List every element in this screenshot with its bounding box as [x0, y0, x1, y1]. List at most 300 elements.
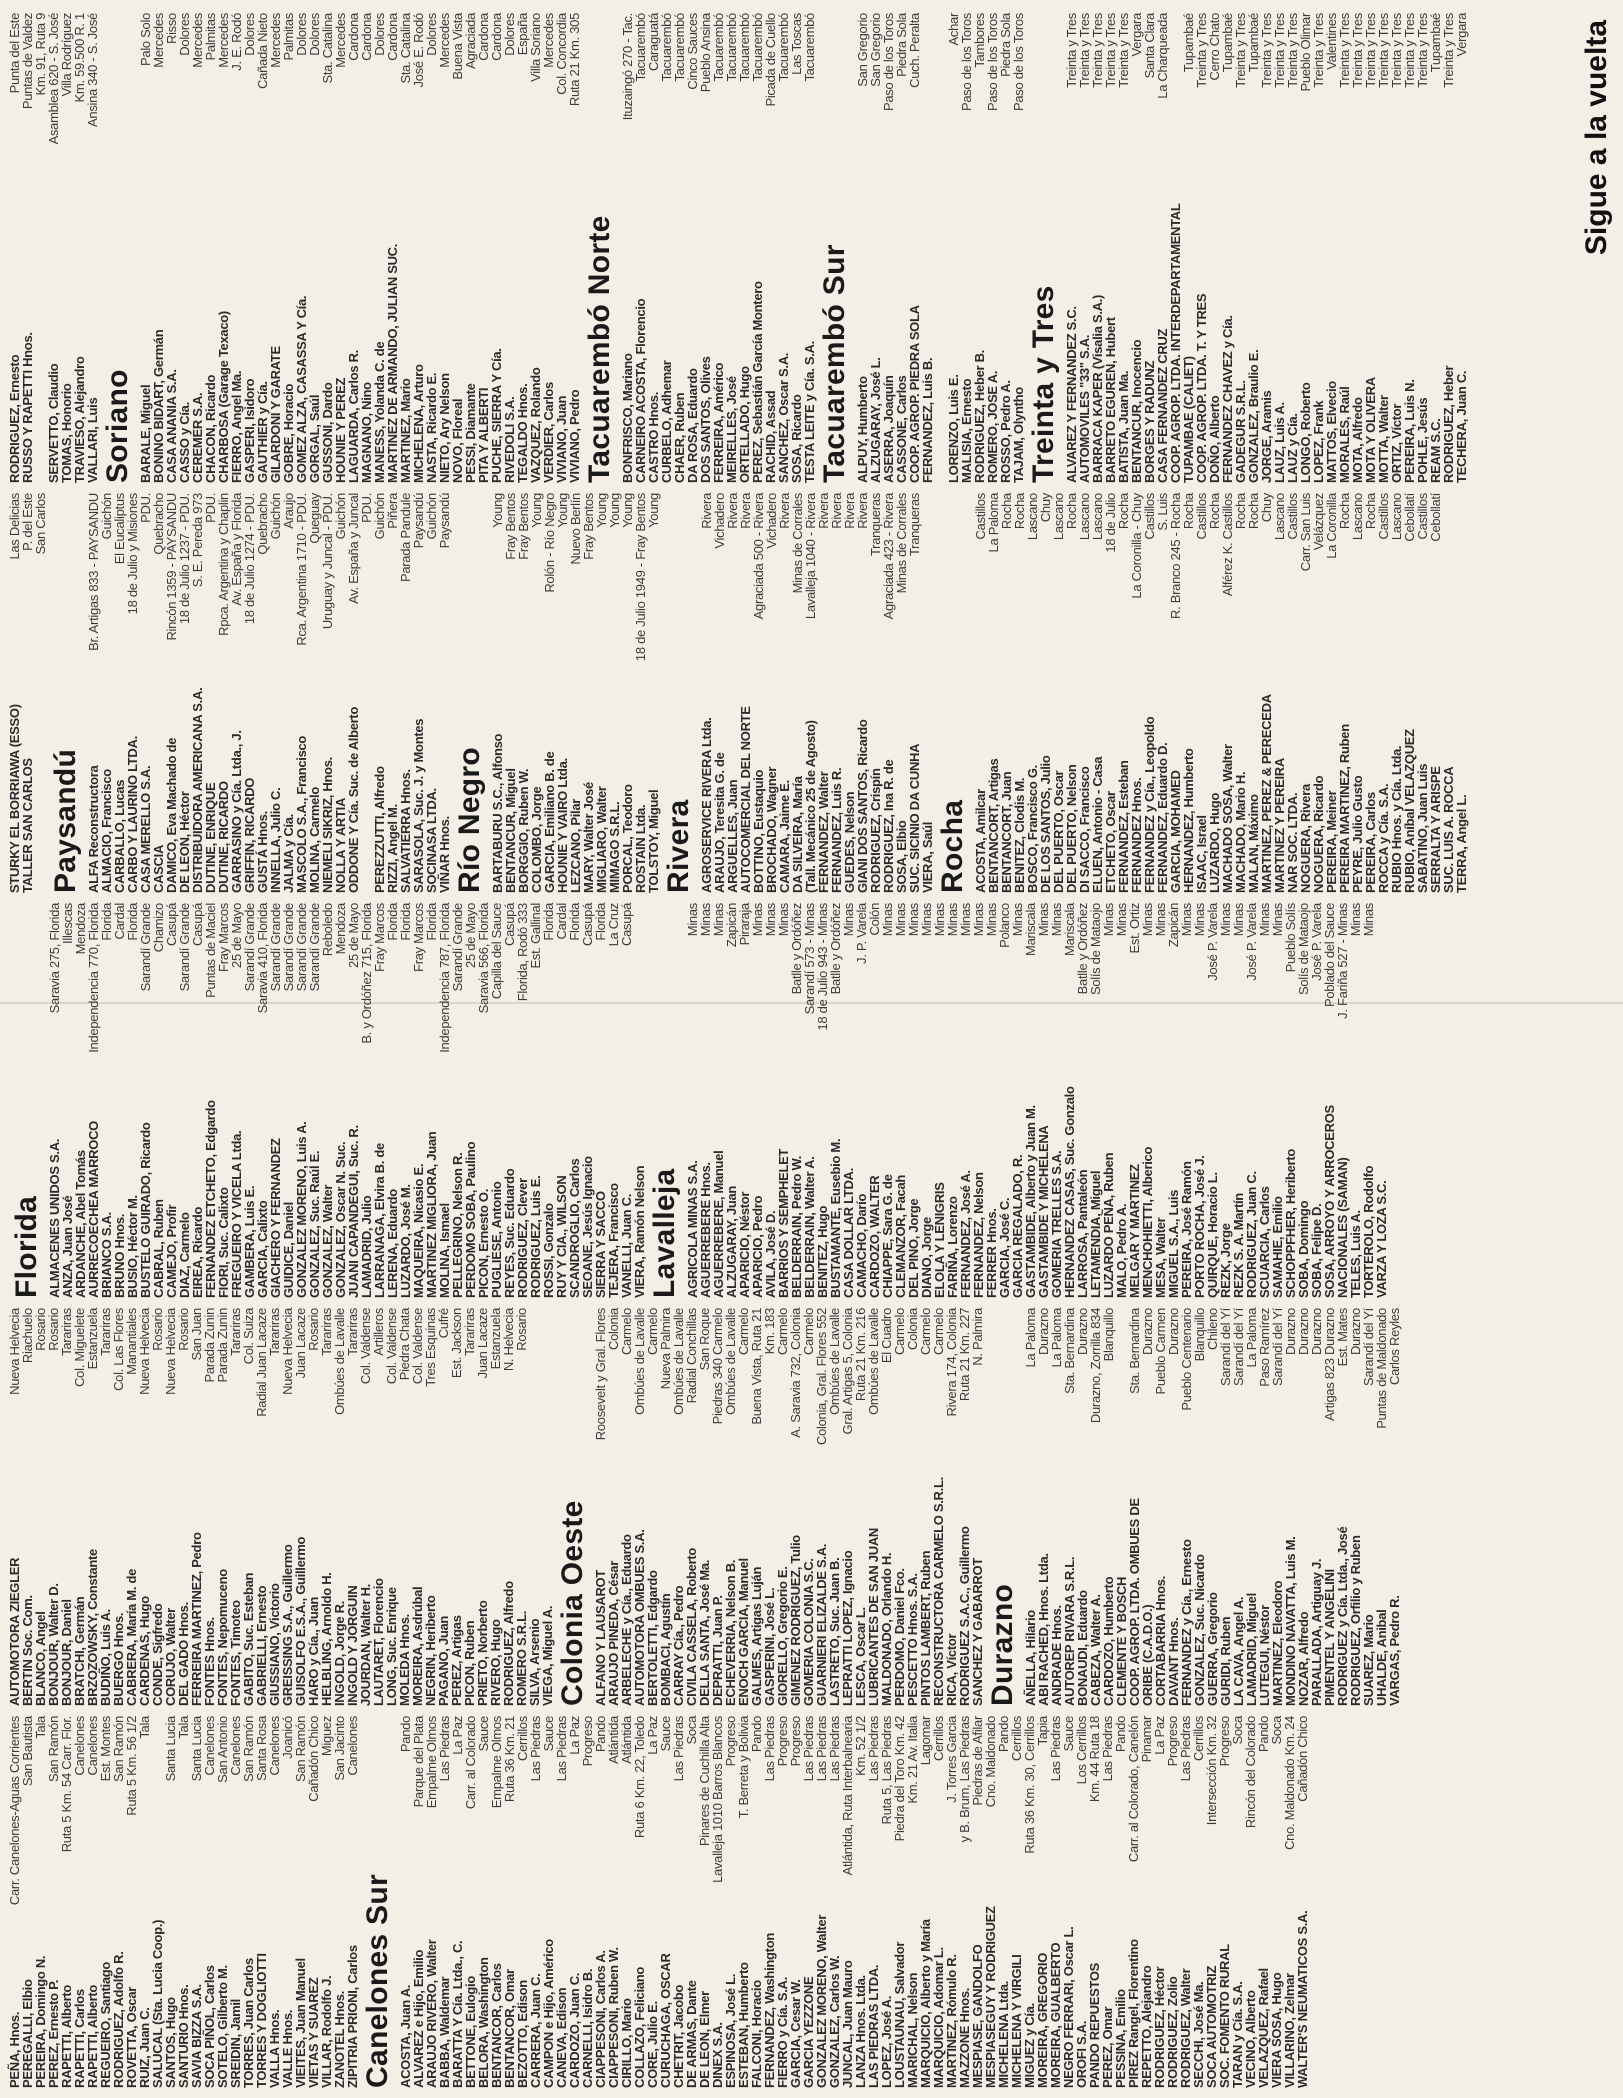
business-name: LEPRATTI LOPEZ, Ignacio	[840, 1550, 855, 1706]
business-location: Fray Bentos	[581, 493, 596, 560]
business-location: Sarandí del Yí	[1361, 1308, 1376, 1386]
business-location: Progreso	[580, 1716, 595, 1767]
business-name: MOLINA, Ismael	[437, 1203, 452, 1298]
business-name: VECINO, Alberto	[1243, 1990, 1258, 2088]
business-location: Mendoza	[73, 903, 88, 955]
business-name: SANTURIO Hnos.	[176, 1984, 191, 2088]
business-location: Solís de Mataojo	[1088, 903, 1103, 996]
business-location: Durazno	[1036, 1308, 1051, 1356]
business-location: Km. 44 Ruta 18	[1087, 1716, 1102, 1803]
business-name: PESSI, Diamante	[463, 383, 478, 483]
business-name: RACHID, Assad	[763, 390, 778, 483]
business-name: GONZALEZ MORENO, Luis A.	[294, 1121, 309, 1298]
business-location: Agraciada	[463, 13, 478, 69]
business-name: PIMENTEL Y ANGELINI	[1322, 1569, 1337, 1706]
business-name: CLEMENTE Y BOSCH	[1114, 1576, 1129, 1706]
business-location: Piñera	[385, 493, 400, 529]
business-name: CAMACHO, Darío	[854, 1193, 869, 1298]
business-location: N. Helvecia	[501, 1308, 516, 1372]
business-name: DISTRIBUIDORA AMERICANA S.A.	[190, 687, 205, 893]
business-location: Villa Soriano	[528, 13, 543, 82]
business-name: RUY Y CIA., WILSON	[554, 1175, 569, 1298]
business-location: Progreso	[723, 1716, 738, 1767]
business-location: Valentines	[1324, 13, 1339, 70]
business-name: REZK, Jorge	[1218, 1223, 1233, 1298]
business-name: PEREIRA, José Ramón	[1179, 1161, 1194, 1298]
business-location: Carr. al Colorado, Canelón	[1126, 1716, 1141, 1863]
business-name: BUSIO, Héctor M.	[125, 1195, 140, 1298]
business-name: MALAN, Máximo	[1246, 794, 1261, 893]
business-location: Tarariras	[462, 1308, 477, 1356]
business-name: AGRICOLA MINAS S.A.	[685, 1160, 700, 1298]
business-location: Nueva Palmira	[658, 1308, 673, 1390]
business-location: Juan Lacaze	[475, 1308, 490, 1379]
business-name: NACIONALES (SAMAN)	[1335, 1157, 1350, 1298]
business-name: MIGUEZ y Cía.	[1022, 2003, 1037, 2088]
business-location: Artilleros	[371, 1308, 386, 1356]
business-location: La Paz	[450, 1716, 465, 1755]
business-name: MIMAGO S.R.L.	[607, 801, 622, 893]
business-name: RODRIGUEZ y Cía. Ltda., José	[1335, 1526, 1350, 1706]
business-location: 25 de Mayo	[229, 903, 244, 968]
business-location: La Paloma	[986, 493, 1001, 553]
business-name: COOP. AGROP. LTDA. INTERDEPARTAMENTAL	[1168, 203, 1183, 483]
business-location: Minas	[1010, 903, 1025, 937]
business-location: Treinta y Tres	[1337, 13, 1352, 88]
business-location: Dolores	[307, 13, 322, 56]
business-name: MEIRELLES, José	[724, 376, 739, 483]
business-location: Rocha	[1246, 493, 1261, 530]
business-location: Col. Las Flores	[111, 1308, 126, 1391]
business-name: HOUNIE Y PEREZ	[333, 377, 348, 483]
business-name: FERNANDEZ, Eduardo D.	[1155, 742, 1170, 893]
business-name: GUEDES, Nelson	[842, 791, 857, 893]
business-name: GONZALEZ, Braulio E.	[1246, 349, 1261, 483]
business-location: Sarandí 573 - Minas	[802, 903, 817, 1015]
business-location: Col. Valdense	[410, 1308, 425, 1385]
business-location: Parada Pandule	[398, 493, 413, 583]
business-name: FERNANDEZ Hnos.	[1129, 777, 1144, 893]
business-location: Pando	[749, 1716, 764, 1753]
business-name: VALLARI, Luis	[85, 397, 100, 483]
business-name: GURIDI, Ruben	[1218, 1616, 1233, 1706]
business-location: San Bautista	[20, 1716, 35, 1787]
business-location: Young	[646, 493, 661, 528]
business-name: BENTANCOR, Carlos	[489, 1963, 504, 2088]
business-location: Rocha	[1337, 493, 1352, 530]
business-name: ROCCA y Cía. S.A.	[1376, 783, 1391, 893]
business-location: Rolón - Río Negro	[542, 493, 557, 593]
business-name: COOP. AGROP. LTDA. OMBUES DE	[1127, 1498, 1142, 1706]
business-name: GUIDICE, Daniel	[281, 1202, 296, 1298]
business-location: Casupá	[164, 903, 179, 947]
business-name: PICON, Ruben	[462, 1620, 477, 1706]
business-location: Las Piedras	[1178, 1716, 1193, 1782]
business-location: S. E. Pereda 973	[190, 493, 205, 588]
business-name: FALCONI, Horacio	[749, 1980, 764, 2088]
business-location: Piedra Chata	[397, 1308, 412, 1381]
business-location: José E. Rodó	[411, 13, 426, 88]
business-name: HOUNIE Y VAIRO Ltda.	[555, 758, 570, 893]
business-name: LONGO, Roberto	[1298, 382, 1313, 483]
business-location: 18 de Julio 1237 - PDU.	[177, 493, 192, 625]
business-location: Fray Marcos	[411, 903, 426, 972]
business-name: PIREZ Rangel, Florentino	[1126, 1939, 1141, 2088]
business-location: Las Piedras	[1100, 1716, 1115, 1782]
business-name: MATTOS, Elvecio	[1324, 381, 1339, 483]
business-name: MARTINEZ, Eleodoro	[1270, 1580, 1285, 1706]
business-name: MARTINEZ, Rómulo R.	[944, 1954, 959, 2088]
business-location: Treinta y Tres	[1233, 13, 1248, 88]
business-name: JUNCAL, Juan Mauro	[840, 1960, 855, 2088]
business-location: Guichón	[99, 493, 114, 540]
business-location: Ombúes de Lavalle	[827, 1308, 842, 1415]
listing-row	[568, 13, 581, 483]
business-name: FERNANDEZ, Esteban	[1116, 760, 1131, 893]
business-name: SECCHI, José Ma.	[1191, 1981, 1206, 2088]
business-location: B. y Ordóñez 715, Florida	[359, 903, 374, 1044]
business-name: MARTINEZ Y PEREIRA	[1272, 758, 1287, 893]
business-location	[921, 493, 934, 499]
business-location: Achar	[946, 13, 961, 46]
business-name: CHAER, Ruben	[672, 392, 687, 483]
business-name: SUC. LUIS A. ROCCA	[1441, 766, 1456, 893]
business-name: HELBLING, Arnoldo H.	[319, 1572, 334, 1706]
business-name: SCHOPPFHER, Heriberto	[1283, 1148, 1298, 1298]
business-name: ELUEN, Antonio - Casa	[1090, 756, 1105, 893]
business-name: DEL GADO Hnos.	[176, 1602, 191, 1706]
business-location: Treinta y Tres	[1402, 13, 1417, 88]
business-name: RODRIGUEZ, Orfilio y Ruben	[1348, 1535, 1363, 1706]
business-location: Carr. San Luis	[1298, 493, 1313, 572]
business-name: MARQUICIO, Adomar L.	[931, 1947, 946, 2088]
business-location: Las Piedras	[1048, 1716, 1063, 1782]
business-name: ALFA Reconstructora	[86, 765, 101, 893]
business-location: Cardona	[346, 13, 361, 61]
business-location: Santa Clara	[1142, 13, 1157, 79]
business-name: VIVIANO, Pedro	[567, 389, 582, 483]
business-name: GOBRE, Horacio	[281, 383, 296, 483]
business-name: DA ROSA, Eduardo	[685, 368, 700, 483]
business-location: Saravia 275, Florida	[47, 903, 62, 1014]
business-name: BONJOUR, Daniel	[59, 1599, 74, 1706]
business-location: Tupambaé	[1428, 13, 1443, 73]
business-location: Independencia 787, Florida	[437, 903, 452, 1053]
business-name: LESCA, Oscar L.	[853, 1607, 868, 1706]
business-location: Durazno	[1348, 1308, 1363, 1356]
business-location: Km. 52 1/2	[853, 1716, 868, 1776]
section-heading: Paysandú	[49, 748, 82, 893]
business-name: RODRIGUEZ, Héctor	[1152, 1966, 1167, 2088]
business-name: VILLAR, Rodolfo J.	[319, 1975, 334, 2088]
business-location: Paysandú	[437, 493, 452, 549]
business-name: LAUTARET, Florencio	[371, 1578, 386, 1706]
business-location: Ruta 5 Km. 54 Carr. Flor.	[59, 1716, 74, 1853]
business-location: Sarandí Grande	[294, 903, 309, 992]
business-name: RICA, Víctor	[944, 1633, 959, 1706]
business-location: Alférez K. Castillos	[1220, 493, 1235, 597]
business-name: OROFI S.A.	[1074, 2020, 1089, 2088]
business-location: Chamizo	[151, 903, 166, 953]
business-name: FERREIRA MARTINEZ, Pedro	[189, 1532, 204, 1706]
business-location: Ansina 340 - S. José	[85, 13, 100, 127]
business-name: TOMAS, Honorio	[59, 383, 74, 483]
listing-row	[346, 1716, 359, 2088]
business-name: DINEX S.A.	[710, 2022, 725, 2088]
business-location: Sarandí Grande	[450, 903, 465, 992]
business-location: El Eucaliptus	[112, 493, 127, 565]
business-location: Col. Concordia	[554, 13, 569, 95]
business-location: Minas	[763, 903, 778, 937]
business-name: CASA ANANIA S.A.	[164, 369, 179, 483]
business-location: Dolores	[372, 13, 387, 56]
business-name: VIERA SOSA, Hugo	[1269, 1972, 1284, 2088]
business-location: Minas de Corrales	[790, 493, 805, 594]
business-location: Mercedes	[216, 13, 231, 68]
business-location: Mercedes	[151, 13, 166, 68]
business-location: Minas	[1348, 903, 1363, 937]
business-location: Rosario	[150, 1308, 165, 1351]
business-location: Cno. Maldonado	[983, 1716, 998, 1808]
business-location: 25 de Mayo	[346, 903, 361, 968]
business-location: La Paz	[1152, 1716, 1167, 1755]
business-name: ODDONE Y Cía. Suc. de Alberto	[346, 706, 361, 893]
business-name: PINTOS LAMBERT, Ruben	[918, 1550, 933, 1706]
business-name: DUTINE, RICARDO	[216, 781, 231, 893]
column-4	[8, 493, 1598, 893]
business-name: GUERRA, Gregorio	[1205, 1592, 1220, 1706]
business-name: SUAREZ, Mario	[1361, 1614, 1376, 1706]
business-name: FIORI, Suc. Calixto	[216, 1187, 231, 1298]
business-location: Buena Vista	[450, 13, 465, 80]
business-location: Mariscala	[1023, 903, 1038, 956]
business-location: Casupá	[619, 903, 634, 947]
business-location: Treinta y Tres	[1350, 13, 1365, 88]
business-name: ARAUJO RIVERO, Walter	[424, 1939, 439, 2088]
business-name: GARCIA YEZZONE	[801, 1976, 816, 2088]
business-name: ROSTAIN Ltda.	[633, 804, 648, 893]
business-name: MARICHAL, Nelson	[905, 1972, 920, 2088]
business-name: FERNANDEZ ETCHETO, Edgardo	[203, 1100, 218, 1298]
business-location: San Ramón	[241, 1716, 256, 1782]
business-name: ARGUELLES, Juan	[725, 779, 740, 893]
business-location: Canelones	[345, 1716, 360, 1776]
business-name: MORALES, Raúl	[1337, 386, 1352, 483]
business-name: NEGRO FERRARI, Oscar L.	[1061, 1926, 1076, 2088]
business-name: GUISOLFO E.S.A., Guillermo	[293, 1536, 308, 1706]
business-name: DIANO, Jorge	[919, 1217, 934, 1298]
business-location: Tranqueras	[868, 493, 883, 556]
business-name: CORTABARRIA Hnos.	[1153, 1576, 1168, 1706]
business-name: ORTELLADO, Hugo	[737, 366, 752, 483]
business-name: MARTINEZ DE ARMANDO, JULIAN SUC.	[385, 243, 400, 483]
business-name: BUSTELO GUIRADO, Ricardo	[138, 1122, 153, 1298]
business-name: MESPIASE, GANDOLFO	[970, 1944, 985, 2088]
business-name: ALVAREZ e Hijo, Emilio	[411, 1949, 426, 2088]
business-name: DOS SANTOS, Olives	[698, 356, 713, 483]
business-name: (Tall. Mecánico 25 de Agosto)	[803, 720, 818, 893]
business-name: RUSSO Y RAPETTI Hnos.	[20, 332, 35, 483]
business-location: Radial Juan Lacaze	[254, 1308, 269, 1417]
business-location: Uruguay y Juncal - PDU.	[320, 493, 335, 630]
column-3	[8, 903, 1598, 1298]
business-location: Miguez	[319, 1716, 334, 1757]
business-location: PDU.	[138, 493, 153, 523]
business-location: N. Palmira	[970, 1308, 985, 1366]
business-location: Young	[594, 493, 609, 528]
listing-row	[1388, 1308, 1401, 1706]
business-location: Mercedes	[437, 13, 452, 68]
business-location: Vichadero	[764, 493, 779, 549]
business-location: Cuch. Peralta	[907, 13, 922, 88]
business-name: ROSSO, Pedro A.	[998, 380, 1013, 483]
business-location: Pando	[398, 1716, 413, 1753]
business-location: Canelones	[202, 1716, 217, 1776]
business-location: Lascano	[1389, 493, 1404, 541]
business-location: Tranqueras	[907, 493, 922, 556]
business-location: Paso de los Toros	[985, 13, 1000, 111]
business-name: VILLARINO, Zelmar	[1282, 1973, 1297, 2088]
business-name: SANCHEZ, Oscar S.A.	[776, 352, 791, 483]
business-name: GIMENEZ RODRIGUEZ, Tulio	[788, 1535, 803, 1706]
business-name: CASSO y Cía.	[177, 402, 192, 483]
business-name: GUARNIERI ELIZALDE S.A.	[814, 1543, 829, 1706]
business-name: GORGAL, Saúl	[307, 394, 322, 483]
business-location: Saravia 410, Florida	[255, 903, 270, 1014]
business-location: Nueva Helvecia	[280, 1308, 295, 1395]
business-location: Rosario	[176, 1308, 191, 1351]
business-location: Col. Valdense	[358, 1308, 373, 1385]
business-location: Lascano	[1077, 493, 1092, 541]
listing-row	[633, 903, 646, 1298]
business-location: Risso	[164, 13, 179, 45]
business-location: Vergara	[1454, 13, 1469, 57]
business-location: Rivera	[842, 493, 857, 529]
business-name: LOUSTAUNAU, Salvador	[892, 1941, 907, 2088]
business-name: GABITO, Suc. Esteban	[241, 1572, 256, 1706]
business-location: Sarandí del Yí	[1218, 1308, 1233, 1386]
business-location: La Paz	[567, 1716, 582, 1755]
business-name: ALZUGARAY, Juan	[724, 1185, 739, 1298]
business-location: Manantiales	[124, 1308, 139, 1375]
business-location: Cerrillos	[515, 1716, 530, 1761]
business-name: CHETRIT, Jacobo	[671, 1984, 686, 2088]
business-name: GIACHERO Y FERNANDEZ	[268, 1138, 283, 1298]
business-name: RODRIGUEZ S.A.C., Guillermo	[957, 1526, 972, 1706]
business-location: Rosario	[46, 1308, 61, 1351]
column-5	[8, 13, 1598, 483]
business-name: BOSCO, Francisco G.	[1025, 765, 1040, 893]
business-location: San Ramón	[293, 1716, 308, 1782]
business-name: GALMES, Artigas Luján	[749, 1566, 764, 1706]
business-name: DEL PUERTO, Oscar	[1051, 770, 1066, 893]
business-location: Pinamar	[1139, 1716, 1154, 1763]
business-location: Lascano	[1051, 493, 1066, 541]
business-name: BORGGIO, Ruben W.	[516, 768, 531, 893]
section-heading: Rocha	[936, 799, 969, 893]
business-name: TECHERA, Juan C.	[1454, 370, 1469, 483]
business-location: La Coronilla	[1324, 493, 1339, 559]
business-location: San Juan	[189, 1308, 204, 1361]
listing-row	[921, 13, 934, 483]
business-location: S. Luis	[1155, 493, 1170, 531]
business-location: PDU.	[359, 493, 374, 523]
business-location: Col. Suiza	[241, 1308, 256, 1365]
business-name: NIEMELI SIKRIZ, Hnos.	[320, 757, 335, 893]
business-location: Araujo	[281, 493, 296, 529]
business-location: Soca	[1269, 1716, 1284, 1745]
business-name: GONZALEZ, Walter	[320, 1184, 335, 1298]
business-name: FERNANDEZ y Cía., Ernesto	[1179, 1539, 1194, 1706]
business-location: Nuevo Berlín	[568, 493, 583, 565]
column-1	[8, 1716, 1598, 2088]
business-location: Progreso	[1217, 1716, 1232, 1767]
business-location: San Ramón	[46, 1716, 61, 1782]
business-location: Chuy	[1038, 493, 1053, 523]
business-location: Tarariras	[59, 1308, 74, 1356]
business-location: Mercedes	[541, 13, 556, 68]
business-name: TALLER SAN CARLOS	[20, 758, 35, 893]
business-name: CLEMANZOR, Facah	[893, 1174, 908, 1298]
business-location: Treinta y Tres	[1090, 13, 1105, 88]
business-name: BATISTA, Juan Ma.	[1116, 370, 1131, 483]
business-location: Cinco Sauces	[685, 13, 700, 90]
business-name: SREIDIN, Jamil	[228, 1999, 243, 2088]
business-location: Sarandí Grande	[281, 903, 296, 992]
business-location: España	[515, 13, 530, 56]
business-name: DEL PUERTO, Nelson	[1064, 764, 1079, 893]
business-location: Chileno	[1205, 1308, 1220, 1350]
business-location: Capilla del Sauce	[489, 903, 504, 1000]
business-location: Cerro Chato	[1207, 13, 1222, 81]
business-location: Rocha	[1064, 493, 1079, 530]
business-location: Soca	[684, 1716, 699, 1745]
business-location: Cerrillos	[1191, 1716, 1206, 1761]
business-location: Pando	[996, 1716, 1011, 1753]
business-name: BUDIÑO, Luis A.	[98, 1609, 113, 1706]
business-location: San Jacinto	[332, 1716, 347, 1781]
business-name: PEREIRA MARTINEZ, Ruben	[1337, 724, 1352, 893]
business-location: Mercedes	[268, 13, 283, 68]
business-name: CIAPPESONI, Ruben W.	[606, 1947, 621, 2088]
business-name: LARROSA, Pantaleón	[1075, 1169, 1090, 1298]
business-location: Vichadero	[712, 493, 727, 549]
business-name: SALUCAL (Sta. Lucia Coop.)	[150, 1919, 165, 2088]
business-location: Tres Esquinas	[423, 1308, 438, 1387]
business-name: JORGE, Aramis	[1259, 390, 1274, 483]
business-name: MALO, Pedro A.	[1114, 1203, 1129, 1298]
business-name: PEREIRA, Luis N.	[1402, 379, 1417, 483]
business-location: Minas	[1361, 903, 1376, 937]
section-heading: Tacuarembó Norte	[583, 215, 616, 483]
business-location: Rivera	[725, 493, 740, 529]
business-location: La Charqueada	[1155, 13, 1170, 99]
business-name: SOSA, Ricardo	[789, 394, 804, 483]
business-name: SERRALTA Y ARISPE	[1428, 766, 1443, 893]
business-name: ZANOTEL Hnos.	[332, 1991, 347, 2088]
business-location: Young	[620, 493, 635, 528]
business-location: Empalme Olmos	[424, 1716, 439, 1809]
business-name: LETAMENDIA, Miguel	[1088, 1170, 1103, 1298]
business-name: ROMERO S.R.L.	[514, 1610, 529, 1706]
business-location: Rivera	[777, 493, 792, 529]
business-name: REGUEIRO, Santiago	[98, 1961, 113, 2088]
business-location: P. del Este	[20, 493, 35, 551]
business-name: MAQUEIRA, Nicasio E.	[411, 1163, 426, 1298]
business-name: GONZALEZ, Carlos W.	[827, 1955, 842, 2088]
business-location: Roosevelt y Gral. Flores	[593, 1308, 608, 1441]
business-location: Progreso	[1165, 1716, 1180, 1767]
